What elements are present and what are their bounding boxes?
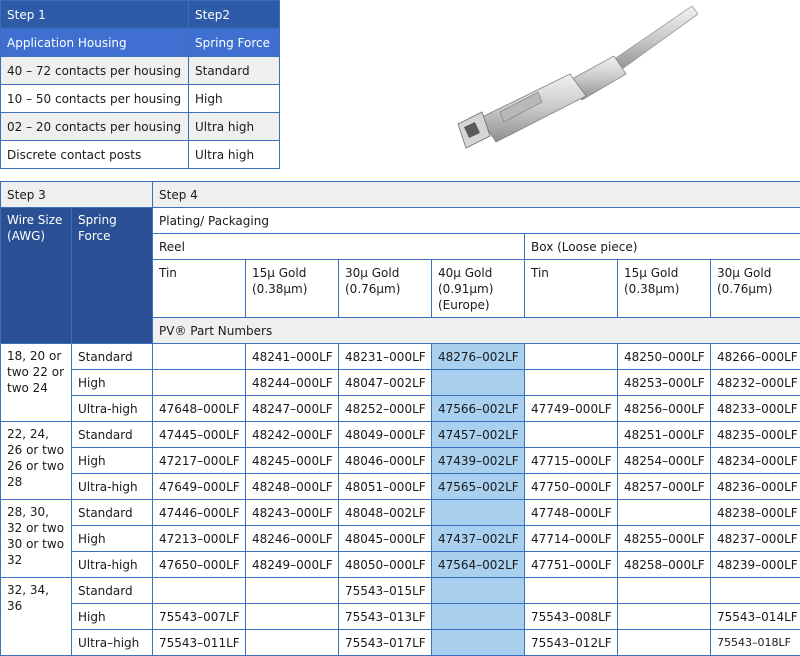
part-number-cell: 47457–002LF — [432, 422, 525, 448]
part-number-cell — [246, 604, 339, 630]
table-row — [1, 370, 800, 396]
table-row — [1, 448, 800, 474]
column-header-line: (0.38µm) — [252, 282, 307, 296]
spring-force-cell: Ultra-high — [72, 396, 153, 422]
part-number-cell: 47217–000LF — [153, 448, 246, 474]
step2-header: Step2 — [189, 1, 280, 29]
table-row — [1, 604, 800, 630]
spring-force-cell: Ultra-high — [72, 552, 153, 578]
part-number-cell: 48250–000LF — [618, 344, 711, 370]
part-number-cell: 47565–002LF — [432, 474, 525, 500]
part-number-cell: 47437–002LF — [432, 526, 525, 552]
spring-force-cell: Ultra–high — [72, 630, 153, 656]
step3-header: Step 3 — [1, 182, 153, 208]
part-number-cell: 47566–002LF — [432, 396, 525, 422]
part-number-cell: 48258–000LF — [618, 552, 711, 578]
spring-force-cell: High — [72, 370, 153, 396]
spring-force-cell: Standard — [72, 500, 153, 526]
part-number-cell: 48256–000LF — [618, 396, 711, 422]
part-number-cell: 48249–000LF — [246, 552, 339, 578]
contacts-cell: Discrete contact posts — [1, 141, 189, 169]
step-row — [1, 182, 800, 208]
column-header-line: Tin — [159, 266, 177, 280]
part-number-cell — [525, 344, 618, 370]
part-number-cell — [618, 500, 711, 526]
spring-force-cell: Ultra-high — [72, 474, 153, 500]
part-number-cell: 48253–000LF — [618, 370, 711, 396]
part-number-cell: 48244–000LF — [246, 370, 339, 396]
force-cell: Standard — [189, 57, 280, 85]
part-number-cell: 47445–000LF — [153, 422, 246, 448]
part-number-cell: 75543–018LF — [711, 630, 800, 656]
wire-size-header: Wire Size (AWG) — [1, 208, 72, 344]
part-number-cell: 75543–012LF — [525, 630, 618, 656]
wire-size-cell: 18, 20 or two 22 or two 24 — [1, 344, 72, 422]
part-number-cell: 48254–000LF — [618, 448, 711, 474]
force-cell: Ultra high — [189, 141, 280, 169]
column-header — [246, 260, 339, 318]
column-header-line: (0.76µm) — [345, 282, 400, 296]
part-number-cell: 48236–000LF — [711, 474, 800, 500]
column-header-line: 30µ Gold — [345, 266, 399, 280]
force-cell: High — [189, 85, 280, 113]
part-number-cell: 47750–000LF — [525, 474, 618, 500]
column-header-line: 30µ Gold — [717, 266, 771, 280]
plating-packaging-header: Plating/ Packaging — [153, 208, 800, 234]
application-housing-header: Application Housing — [1, 29, 189, 57]
part-number-cell: 75543–015LF — [339, 578, 432, 604]
spring-force-cell: High — [72, 526, 153, 552]
column-header-line: (0.38µm) — [624, 282, 679, 296]
part-numbers-table — [0, 181, 800, 656]
part-number-cell: 48237–000LF — [711, 526, 800, 552]
part-number-cell: 75543–014LF — [711, 604, 800, 630]
part-number-cell — [432, 500, 525, 526]
top-table-step-row — [1, 1, 280, 29]
part-number-cell: 75543–008LF — [525, 604, 618, 630]
column-header-line: Tin — [531, 266, 549, 280]
contact-pin-illustration — [430, 0, 750, 160]
part-number-cell: 47749–000LF — [525, 396, 618, 422]
spring-force-cell: High — [72, 448, 153, 474]
table-row — [1, 344, 800, 370]
top-table-title-row — [1, 29, 280, 57]
part-number-cell: 48252–000LF — [339, 396, 432, 422]
part-number-cell: 48234–000LF — [711, 448, 800, 474]
part-number-cell: 48242–000LF — [246, 422, 339, 448]
wire-size-cell: 32, 34, 36 — [1, 578, 72, 656]
part-number-cell: 47564–002LF — [432, 552, 525, 578]
spring-force-cell: Standard — [72, 344, 153, 370]
column-header — [711, 260, 800, 318]
part-number-cell: 48266–000LF — [711, 344, 800, 370]
part-number-cell: 48045–000LF — [339, 526, 432, 552]
part-number-cell: 75543–007LF — [153, 604, 246, 630]
part-number-cell: 48247–000LF — [246, 396, 339, 422]
table-row — [1, 526, 800, 552]
part-number-cell: 47446–000LF — [153, 500, 246, 526]
column-header — [618, 260, 711, 318]
part-number-cell: 47748–000LF — [525, 500, 618, 526]
column-header — [432, 260, 525, 318]
table-row — [1, 500, 800, 526]
part-number-cell: 48233–000LF — [711, 396, 800, 422]
column-header-line: (Europe) — [438, 298, 490, 312]
part-number-cell — [246, 578, 339, 604]
part-number-cell: 48050–000LF — [339, 552, 432, 578]
spring-force-cell: High — [72, 604, 153, 630]
part-number-cell: 47650–000LF — [153, 552, 246, 578]
part-number-cell: 47649–000LF — [153, 474, 246, 500]
top-table-row — [1, 57, 280, 85]
part-number-cell: 47714–000LF — [525, 526, 618, 552]
step4-header: Step 4 — [153, 182, 800, 208]
part-number-cell: 48235–000LF — [711, 422, 800, 448]
part-number-cell: 48257–000LF — [618, 474, 711, 500]
part-number-cell: 48231–000LF — [339, 344, 432, 370]
part-number-cell: 48049–000LF — [339, 422, 432, 448]
part-number-cell — [246, 630, 339, 656]
force-cell: Ultra high — [189, 113, 280, 141]
part-number-cell — [525, 578, 618, 604]
part-number-cell: 75543–011LF — [153, 630, 246, 656]
column-header — [525, 260, 618, 318]
contacts-cell: 02 – 20 contacts per housing — [1, 113, 189, 141]
box-header: Box (Loose piece) — [525, 234, 800, 260]
part-number-cell: 48046–000LF — [339, 448, 432, 474]
part-number-cell — [153, 344, 246, 370]
part-number-cell: 47439–002LF — [432, 448, 525, 474]
column-header-line: (0.76µm) — [717, 282, 772, 296]
part-number-cell — [618, 578, 711, 604]
part-number-cell: 48248–000LF — [246, 474, 339, 500]
table-row — [1, 474, 800, 500]
part-number-cell: 75543–013LF — [339, 604, 432, 630]
column-header-line: 15µ Gold — [252, 266, 306, 280]
column-header — [339, 260, 432, 318]
application-housing-table — [0, 0, 280, 169]
contacts-cell: 40 – 72 contacts per housing — [1, 57, 189, 85]
part-number-cell — [618, 630, 711, 656]
part-number-cell: 47751–000LF — [525, 552, 618, 578]
part-number-cell: 75543–017LF — [339, 630, 432, 656]
reel-header: Reel — [153, 234, 525, 260]
table-row — [1, 552, 800, 578]
part-number-cell: 48245–000LF — [246, 448, 339, 474]
part-number-cell: 48239–000LF — [711, 552, 800, 578]
step1-header: Step 1 — [1, 1, 189, 29]
part-number-cell: 48048–002LF — [339, 500, 432, 526]
column-header — [153, 260, 246, 318]
part-number-cell: 47213–000LF — [153, 526, 246, 552]
part-number-cell: 48238–000LF — [711, 500, 800, 526]
part-number-cell: 48251–000LF — [618, 422, 711, 448]
spring-force-cell: Standard — [72, 422, 153, 448]
column-header-line: 15µ Gold — [624, 266, 678, 280]
spring-force-cell: Standard — [72, 578, 153, 604]
part-number-cell — [432, 630, 525, 656]
column-header-line: 40µ Gold — [438, 266, 492, 280]
part-number-cell: 48246–000LF — [246, 526, 339, 552]
table-row — [1, 396, 800, 422]
top-table-row — [1, 141, 280, 169]
top-table-row — [1, 85, 280, 113]
part-number-cell — [432, 604, 525, 630]
part-number-cell: 48255–000LF — [618, 526, 711, 552]
pv-part-numbers-header: PV® Part Numbers — [153, 318, 800, 344]
part-number-cell: 48243–000LF — [246, 500, 339, 526]
wire-size-cell: 22, 24, 26 or two 26 or two 28 — [1, 422, 72, 500]
column-header-line: (0.91µm) — [438, 282, 493, 296]
part-number-cell — [432, 370, 525, 396]
part-number-cell: 48047–002LF — [339, 370, 432, 396]
wire-size-cell: 28, 30, 32 or two 30 or two 32 — [1, 500, 72, 578]
plating-row — [1, 208, 800, 234]
table-row — [1, 578, 800, 604]
part-number-cell: 48276–002LF — [432, 344, 525, 370]
top-table-row — [1, 113, 280, 141]
part-number-cell — [618, 604, 711, 630]
spring-force-column-header: Spring Force — [72, 208, 153, 344]
spring-force-header: Spring Force — [189, 29, 280, 57]
part-number-cell — [525, 370, 618, 396]
part-number-cell: 48051–000LF — [339, 474, 432, 500]
part-number-cell — [711, 578, 800, 604]
table-row — [1, 422, 800, 448]
table-row — [1, 630, 800, 656]
part-number-cell: 48241–000LF — [246, 344, 339, 370]
part-number-cell — [153, 578, 246, 604]
part-number-cell: 47715–000LF — [525, 448, 618, 474]
part-number-cell — [525, 422, 618, 448]
part-number-cell: 47648–000LF — [153, 396, 246, 422]
part-number-cell — [153, 370, 246, 396]
part-number-cell — [432, 578, 525, 604]
part-number-cell: 48232–000LF — [711, 370, 800, 396]
contacts-cell: 10 – 50 contacts per housing — [1, 85, 189, 113]
